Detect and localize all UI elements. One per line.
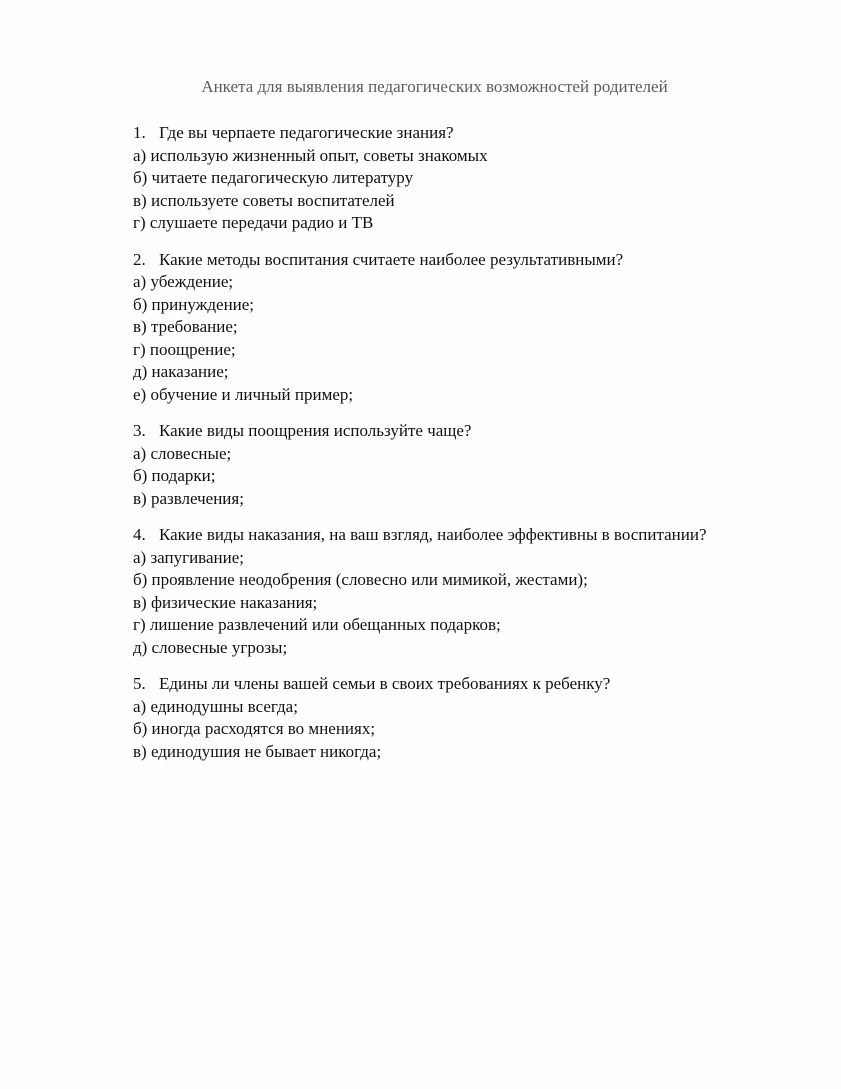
question-4 [133, 524, 759, 659]
question-body: Какие виды наказания, на ваш взгляд, наиболее эффективны в воспитании? [159, 525, 707, 545]
question-text [133, 122, 759, 145]
answer-option: а) использую жизненный опыт, советы знакомых [133, 145, 488, 165]
question-body: Какие виды поощрения используйте чаще? [159, 421, 472, 441]
question-number: 2. [133, 249, 146, 269]
question-body: Где вы черпаете педагогические знания? [159, 123, 454, 142]
answer-option: г) поощрение; [133, 339, 236, 359]
question-number: 4. [133, 525, 146, 545]
question-number: 1. [133, 123, 146, 142]
answer-option: в) физические наказания; [133, 592, 318, 612]
answer-option: д) наказание; [133, 362, 229, 382]
question-2 [133, 249, 759, 407]
question-text [133, 524, 759, 547]
question-text [133, 673, 759, 696]
answer-option: в) единодушия не бывает никогда; [133, 741, 382, 761]
answer-option: б) подарки; [133, 466, 216, 486]
answer-option: б) проявление неодобрения (словесно или мимикой, жестами); [133, 570, 588, 590]
answer-option: а) словесные; [133, 443, 232, 463]
answer-option: а) убеждение; [133, 272, 234, 292]
question-number: 3. [133, 421, 146, 441]
answer-option: б) читаете педагогическую литературу [133, 168, 414, 188]
answer-option: е) обучение и личный пример; [133, 384, 354, 404]
answer-option: а) единодушны всегда; [133, 696, 298, 716]
question-1 [133, 122, 759, 235]
answer-option: в) требование; [133, 317, 238, 337]
question-text [133, 420, 759, 443]
answer-option: г) слушаете передачи радио и ТВ [133, 213, 374, 233]
question-body: Какие методы воспитания считаете наиболее результативными? [159, 249, 624, 269]
question-body: Едины ли члены вашей семьи в своих требованиях к ребенку? [159, 674, 611, 694]
question-text [133, 249, 759, 272]
questionnaire [133, 122, 759, 777]
answer-option: а) запугивание; [133, 547, 244, 567]
answer-option: в) используете советы воспитателей [133, 190, 395, 210]
answer-option: б) иногда расходятся во мнениях; [133, 719, 376, 739]
answer-option: б) принуждение; [133, 294, 255, 314]
answer-option: г) лишение развлечений или обещанных подарков; [133, 615, 501, 635]
answer-option: в) развлечения; [133, 488, 244, 508]
question-5 [133, 673, 759, 763]
document-title: Анкета для выявления педагогических возможностей родителей [201, 77, 668, 96]
question-3 [133, 420, 759, 510]
question-number: 5. [133, 674, 146, 694]
answer-option: д) словесные угрозы; [133, 637, 288, 657]
